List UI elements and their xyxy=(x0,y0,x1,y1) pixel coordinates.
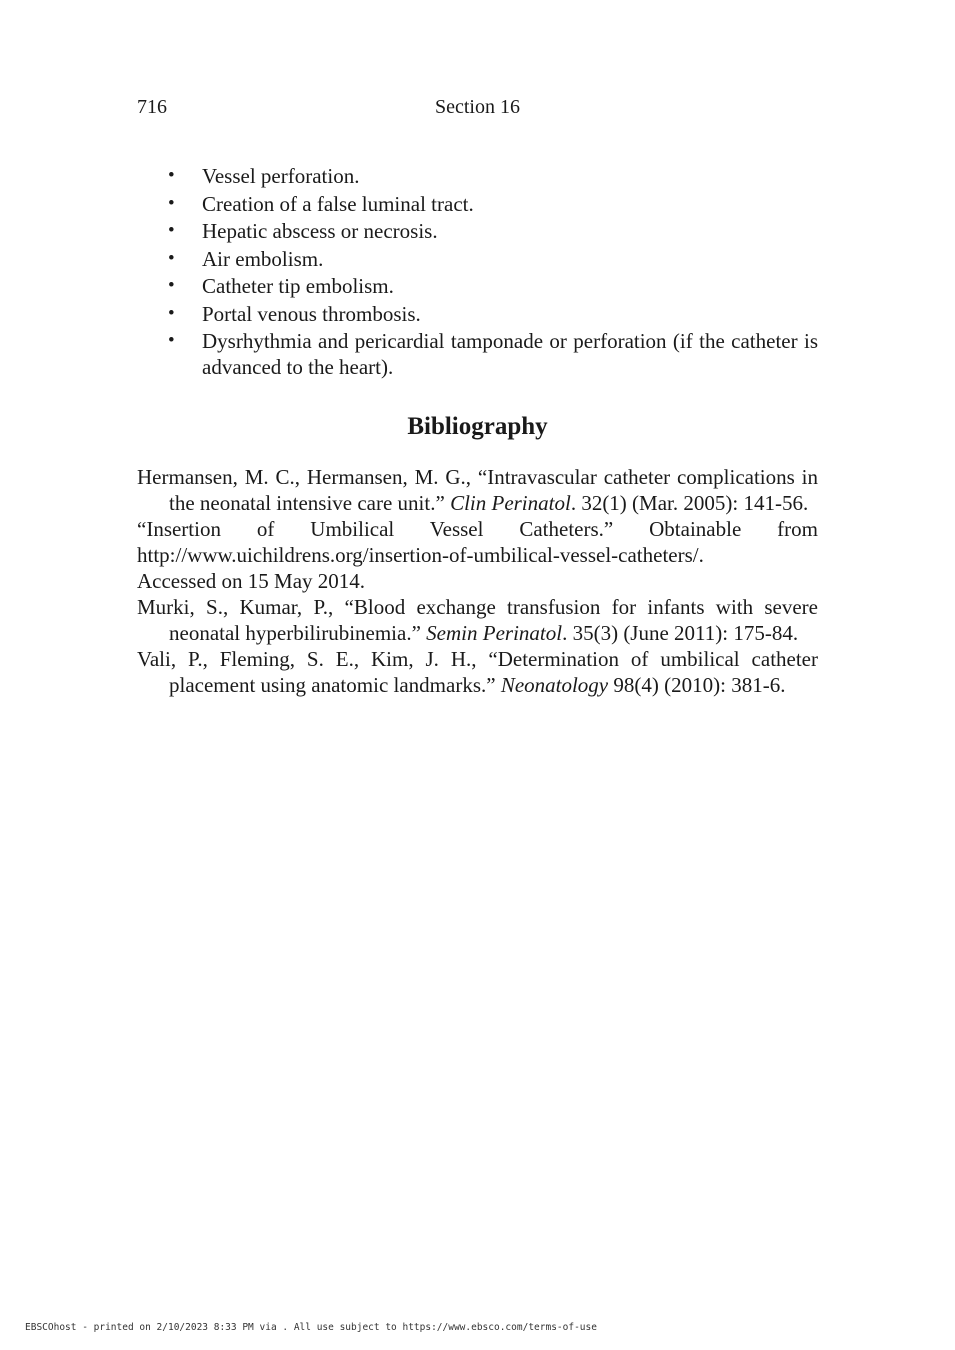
list-item xyxy=(168,328,818,380)
bibliography-entry xyxy=(137,464,818,516)
citation-access-date: Accessed on 15 May 2014. xyxy=(137,569,366,593)
citation-text: Murki, S., Kumar, P., “Blood exchange transfusion for infants with severe neonatal hyperbilirubinemia.” xyxy=(137,595,818,645)
list-item xyxy=(168,246,818,272)
citation-text: “Insertion of Umbilical Vessel Catheters.” Obtainable from xyxy=(137,517,818,541)
journal-title: Semin Perinatol xyxy=(426,621,563,645)
journal-title: Neonatology xyxy=(500,673,609,697)
list-item-text: Catheter tip embolism. xyxy=(202,274,394,298)
bibliography-entry xyxy=(137,516,818,594)
list-item-text: Dysrhythmia and pericardial tamponade or perforation (if the catheter is advanced to the heart). xyxy=(202,329,818,379)
bullet-icon: • xyxy=(168,192,175,214)
citation-details: . 32(1) (Mar. 2005): 141-56. xyxy=(570,491,809,515)
page-number: 716 xyxy=(137,96,167,118)
bullet-icon: • xyxy=(168,247,175,269)
bibliography-heading: Bibliography xyxy=(407,413,548,440)
citation-text: Vali, P., Fleming, S. E., Kim, J. H., “Determination of umbilical catheter placement using anatomic landmarks.” xyxy=(137,647,818,697)
running-head: Section 16 xyxy=(435,96,520,118)
citation-text: Hermansen, M. C., Hermansen, M. G., “Intravascular catheter complications in the neonatal intensive care unit.” xyxy=(137,465,818,515)
bibliography-entry xyxy=(137,646,818,698)
print-footer: EBSCOhost - printed on 2/10/2023 8:33 PM via . All use subject to https://www.ebsco.com/terms-of-use xyxy=(25,1322,597,1333)
bullet-icon: • xyxy=(168,302,175,324)
citation-details: . 35(3) (June 2011): 175-84. xyxy=(562,621,799,645)
list-item xyxy=(168,163,818,189)
bullet-icon: • xyxy=(168,165,175,186)
list-item xyxy=(168,191,818,217)
bullet-icon: • xyxy=(168,275,175,296)
list-item-text: Air embolism. xyxy=(202,246,324,271)
bibliography-entry xyxy=(137,594,818,646)
citation-url: http://www.uichildrens.org/insertion-of-umbilical-vessel-catheters/. xyxy=(137,543,704,567)
complications-list xyxy=(168,163,818,382)
list-item-text: Vessel perforation. xyxy=(202,164,360,188)
page-header xyxy=(137,96,818,122)
list-item xyxy=(168,273,818,299)
journal-title: Clin Perinatol xyxy=(450,491,571,515)
list-item-text: Creation of a false luminal tract. xyxy=(202,191,474,216)
list-item-text: Hepatic abscess or necrosis. xyxy=(202,219,438,243)
list-item xyxy=(168,218,818,244)
citation-details: 98(4) (2010): 381-6. xyxy=(608,673,786,697)
bullet-icon: • xyxy=(168,330,175,351)
bibliography-list xyxy=(137,464,818,698)
bullet-icon: • xyxy=(168,220,175,241)
list-item-text: Portal venous thrombosis. xyxy=(202,301,421,326)
list-item xyxy=(168,301,818,327)
